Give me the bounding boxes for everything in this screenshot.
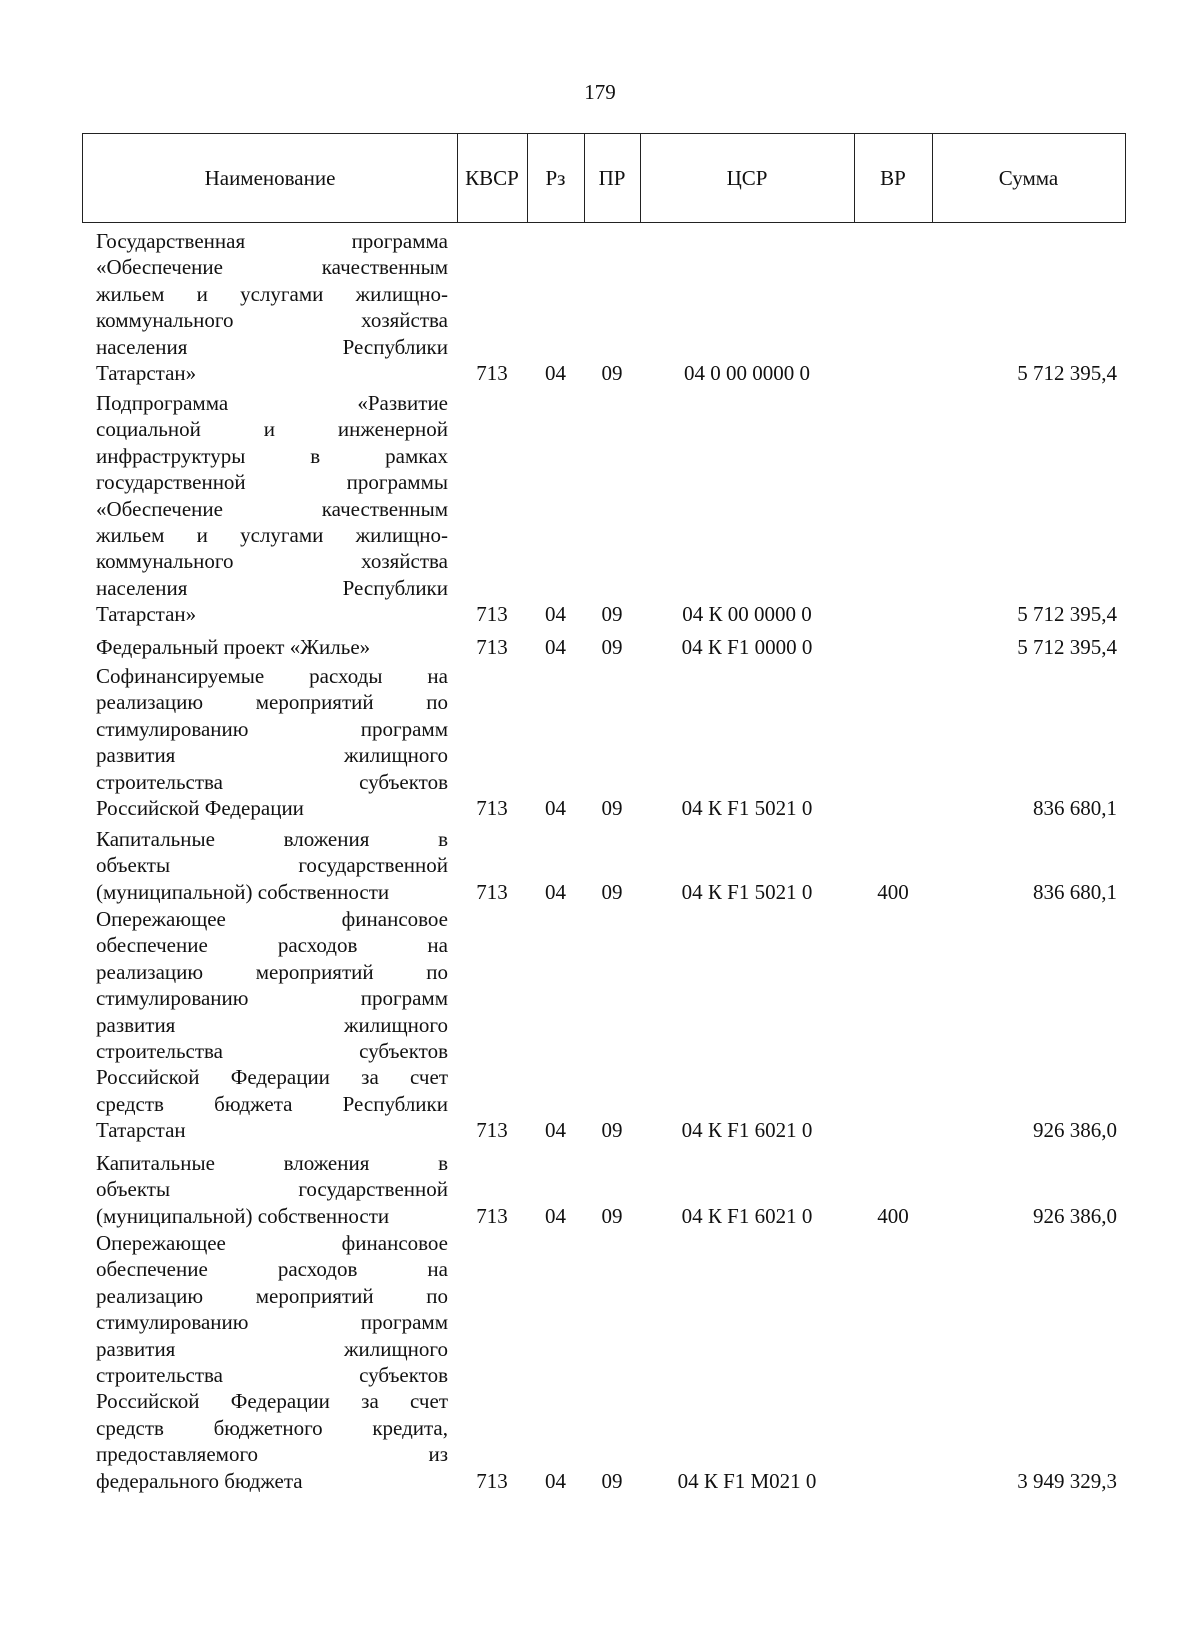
row-sum: 5 712 395,4 [1017,635,1117,659]
row-name-line: Татарстан [96,1118,186,1143]
row-kvsr: 713 [476,361,508,385]
row-name-line: строительства субъектов [96,769,448,794]
row-name-line: Подпрограмма «Развитие [96,391,448,415]
row-name-line: коммунального хозяйства [96,308,448,333]
row-vr: 400 [877,879,909,904]
row-pr: 09 [601,1203,623,1228]
table-row [0,826,1200,905]
row-name-line: жильем и услугами жилищно- [96,522,448,547]
row-name-line: «Обеспечение качественным [96,255,448,280]
row-name [96,663,448,821]
header-csr: ЦСР [726,165,768,190]
row-name-line: предоставляемого из [96,1442,448,1467]
row-csr: 04 К F1 5021 0 [681,879,813,904]
row-name-line: средств бюджета Республики [96,1091,448,1116]
row-name-line: инфраструктуры в рамках [96,443,448,468]
row-name-line: реализацию мероприятий по [96,1283,448,1308]
row-name-line: Федеральный проект «Жилье» [96,635,371,659]
row-name-line: (муниципальной) собственности [96,1203,390,1228]
table-row [0,390,1200,628]
row-vr [854,1468,932,1494]
row-sum: 926 386,0 [1033,1203,1117,1228]
row-sum: 836 680,1 [1033,796,1117,820]
row-name-line: развития жилищного [96,1012,448,1037]
table-row [0,634,1200,660]
table-row [0,1230,1200,1494]
row-rz: 04 [545,1203,566,1228]
row-name-line: развития жилищного [96,1336,448,1361]
table-header [82,133,1126,223]
row-name-line: Российской Федерации [96,795,304,820]
row-kvsr: 713 [476,1468,508,1493]
row-name-line: населения Республики [96,334,448,359]
row-name-line: обеспечение расходов на [96,933,448,958]
row-name-line: стимулированию программ [96,716,448,741]
row-pr: 09 [601,1468,623,1493]
row-name-line: «Обеспечение качественным [96,496,448,521]
row-name [96,390,448,628]
row-name-line: стимулированию программ [96,1310,448,1335]
row-name [96,228,448,386]
row-vr [854,601,932,627]
table-row [0,228,1200,386]
row-name-line: развития жилищного [96,743,448,768]
row-kvsr: 713 [476,635,508,659]
row-pr: 09 [601,361,623,385]
row-name-line: объекты государственной [96,853,448,878]
row-csr: 04 К F1 6021 0 [681,1203,813,1228]
row-name-line: строительства субъектов [96,1362,448,1387]
row-csr: 04 0 00 0000 0 [684,361,810,385]
row-name-line: государственной программы [96,470,448,495]
row-vr [854,1117,932,1143]
row-sum: 5 712 395,4 [1017,602,1117,627]
row-csr: 04 К F1 0000 0 [681,635,813,659]
row-name-line: Опережающее финансовое [96,1231,448,1255]
row-kvsr: 713 [476,1203,508,1228]
row-name-line: Софинансируемые расходы на [96,664,448,688]
header-rz: Рз [545,165,566,190]
row-vr [854,634,932,660]
row-vr [854,795,932,821]
row-rz: 04 [545,796,566,820]
row-csr: 04 К F1 М021 0 [677,1468,817,1493]
row-name-line: обеспечение расходов на [96,1257,448,1282]
table-row [0,906,1200,1144]
row-name [96,906,448,1144]
row-pr: 09 [601,635,623,659]
row-pr: 09 [601,1118,623,1143]
row-rz: 04 [545,1118,566,1143]
row-sum: 926 386,0 [1033,1118,1117,1143]
row-pr: 09 [601,879,623,904]
row-name-line: строительства субъектов [96,1038,448,1063]
row-csr: 04 К F1 5021 0 [681,796,813,820]
row-name [96,634,448,660]
row-name-line: реализацию мероприятий по [96,959,448,984]
header-kvsr: КВСР [465,165,519,190]
row-sum: 836 680,1 [1033,879,1117,904]
row-kvsr: 713 [476,1118,508,1143]
row-name-line: Государственная программа [96,229,448,253]
row-name [96,826,448,905]
row-rz: 04 [545,602,566,627]
row-csr: 04 К 00 0000 0 [682,602,812,627]
row-name-line: социальной и инженерной [96,417,448,442]
row-name-line: реализацию мероприятий по [96,690,448,715]
row-name-line: населения Республики [96,575,448,600]
row-rz: 04 [545,1468,566,1493]
row-name-line: Российской Федерации за счет [96,1389,448,1414]
row-pr: 09 [601,602,623,627]
header-vr: ВР [880,165,906,190]
row-name-line: Капитальные вложения в [96,827,448,851]
row-name-line: объекты государственной [96,1177,448,1202]
row-name-line: жильем и услугами жилищно- [96,281,448,306]
row-sum: 5 712 395,4 [1017,361,1117,385]
row-name-line: Опережающее финансовое [96,907,448,931]
row-vr: 400 [877,1203,909,1228]
table-row [0,1150,1200,1229]
row-name-line: Татарстан» [96,602,197,627]
row-vr [854,360,932,386]
row-kvsr: 713 [476,879,508,904]
row-name-line: стимулированию программ [96,986,448,1011]
row-rz: 04 [545,361,566,385]
row-name-line: Татарстан» [96,360,197,385]
row-pr: 09 [601,796,623,820]
row-name-line: Российской Федерации за счет [96,1065,448,1090]
row-name [96,1150,448,1229]
header-pr: ПР [598,165,626,190]
row-name [96,1230,448,1494]
row-name-line: коммунального хозяйства [96,549,448,574]
row-name-line: федерального бюджета [96,1468,303,1493]
row-kvsr: 713 [476,796,508,820]
row-rz: 04 [545,879,566,904]
table-row [0,663,1200,821]
row-name-line: средств бюджетного кредита, [96,1415,448,1440]
header-name: Наименование [204,165,336,190]
row-name-line: (муниципальной) собственности [96,879,390,904]
page-number: 179 [584,80,616,104]
row-name-line: Капитальные вложения в [96,1151,448,1175]
header-sum: Сумма [998,165,1059,190]
row-csr: 04 К F1 6021 0 [681,1118,813,1143]
row-rz: 04 [545,635,566,659]
row-sum: 3 949 329,3 [1017,1468,1117,1493]
row-kvsr: 713 [476,602,508,627]
